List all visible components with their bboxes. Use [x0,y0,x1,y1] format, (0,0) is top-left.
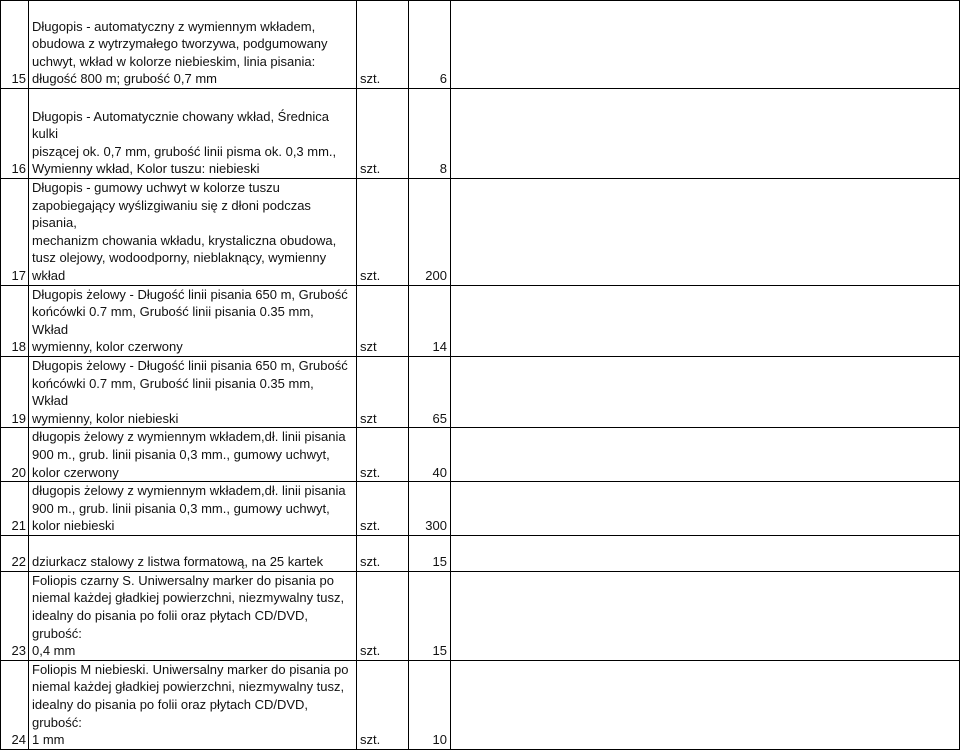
row-number-text: 20 [11,464,26,480]
empty-cell [451,285,960,356]
item-description-text: Foliopis M niebieski. Uniwersalny marker do pisania po niemal każdej gładkiej powierzchni, niezmywalny tusz, idealny do pisania po folii oraz płytach CD/DVD, grubość: 1 mm [32,661,349,748]
item-quantity-text: 6 [439,71,447,87]
item-description-text: Długopis żelowy - Długość linii pisania 650 m, Grubość końcówki 0.7 mm, Grubość linii pisania 0.35 mm, Wkład wymienny, kolor niebieski [32,357,348,426]
item-unit-text: szt. [360,464,381,480]
row-number-text: 19 [11,410,26,426]
row-number [1,482,29,536]
item-quantity-text: 15 [432,643,447,659]
item-unit-text: szt. [360,267,381,283]
item-unit-text: szt. [360,554,381,570]
item-unit [357,356,409,427]
empty-cell [451,482,960,536]
item-unit-text: szt [360,339,377,355]
row-number-text: 18 [11,339,26,355]
item-unit [357,89,409,179]
item-quantity-text: 40 [432,464,447,480]
item-description-text: długopis żelowy z wymiennym wkładem,dł. linii pisania 900 m., grub. linii pisania 0,3 mm., gumowy uchwyt, kolor czerwony [32,429,346,480]
item-quantity [409,179,451,286]
item-unit [357,179,409,286]
item-description-text: Długopis żelowy - Długość linii pisania 650 m, Grubość końcówki 0.7 mm, Grubość linii pisania 0.35 mm, Wkład wymienny, kolor czerwony [32,286,348,355]
item-quantity [409,660,451,749]
empty-cell [451,356,960,427]
item-quantity [409,285,451,356]
item-unit-text: szt. [360,518,381,534]
row-number-text: 17 [11,267,26,283]
item-quantity [409,535,451,571]
item-description [29,535,357,571]
item-unit-text: szt. [360,71,381,87]
table-row [1,285,960,356]
item-description-text: Długopis - Automatycznie chowany wkład, Średnica kulki piszącej ok. 0,7 mm, grubość linii pisma ok. 0,3 mm., Wymienny wkład, Kolor tuszu: niebieski [32,108,337,177]
item-quantity [409,89,451,179]
item-unit-text: szt. [360,643,381,659]
table-row [1,1,960,89]
table-row [1,356,960,427]
item-description [29,356,357,427]
empty-cell [451,89,960,179]
empty-cell [451,571,960,660]
item-description-text: dziurkacz stalowy z listwa formatową, na 25 kartek [32,554,324,570]
item-description [29,660,357,749]
row-number [1,89,29,179]
item-quantity-text: 14 [432,339,447,355]
table-row [1,179,960,286]
item-unit [357,1,409,89]
row-number-text: 16 [11,161,26,177]
row-number-text: 21 [11,518,26,534]
item-description-text: Foliopis czarny S. Uniwersalny marker do pisania po niemal każdej gładkiej powierzchni, niezmywalny tusz, idealny do pisania po folii oraz płytach CD/DVD, grubość: 0,4 mm [32,572,345,659]
table-row [1,89,960,179]
row-number [1,571,29,660]
row-number-text: 22 [11,554,26,570]
row-number [1,428,29,482]
item-quantity-text: 300 [425,518,447,534]
empty-cell [451,1,960,89]
item-unit [357,428,409,482]
row-number [1,285,29,356]
table-row [1,482,960,536]
table-row [1,660,960,749]
item-unit [357,482,409,536]
table-row [1,428,960,482]
item-quantity [409,571,451,660]
item-unit-text: szt. [360,732,381,748]
table-row [1,571,960,660]
empty-cell [451,660,960,749]
item-description [29,1,357,89]
row-number [1,1,29,89]
item-quantity-text: 8 [439,161,447,177]
table-row [1,535,960,571]
item-quantity-text: 65 [432,410,447,426]
item-quantity [409,428,451,482]
item-unit [357,535,409,571]
item-quantity-text: 15 [432,554,447,570]
empty-cell [451,535,960,571]
row-number-text: 23 [11,643,26,659]
row-number [1,179,29,286]
item-description [29,89,357,179]
item-description [29,428,357,482]
item-description [29,482,357,536]
item-unit [357,285,409,356]
item-unit [357,660,409,749]
row-number [1,535,29,571]
item-description-text: Długopis - automatyczny z wymiennym wkładem, obudowa z wytrzymałego tworzywa, podgumowany uchwyt, wkład w kolorze niebieskim, linia pisania: długość 800 m; grubość 0,7 mm [32,18,328,87]
item-unit-text: szt. [360,161,381,177]
item-description [29,285,357,356]
item-unit [357,571,409,660]
row-number [1,660,29,749]
row-number-text: 15 [11,71,26,87]
item-description [29,179,357,286]
item-quantity-text: 10 [432,732,447,748]
row-number [1,356,29,427]
item-unit-text: szt [360,410,377,426]
item-description-text: Długopis - gumowy uchwyt w kolorze tuszu zapobiegający wyślizgiwaniu się z dłoni podczas pisania, mechanizm chowania wkładu, krystaliczna obudowa, tusz olejowy, wodoodporny, nieblaknący, wymienny wkład [32,180,337,283]
empty-cell [451,428,960,482]
item-description [29,571,357,660]
row-number-text: 24 [11,732,26,748]
item-quantity [409,356,451,427]
item-description-text: długopis żelowy z wymiennym wkładem,dł. linii pisania 900 m., grub. linii pisania 0,3 mm., gumowy uchwyt, kolor niebieski [32,483,346,534]
item-quantity [409,1,451,89]
item-quantity [409,482,451,536]
item-quantity-text: 200 [425,267,447,283]
empty-cell [451,179,960,286]
